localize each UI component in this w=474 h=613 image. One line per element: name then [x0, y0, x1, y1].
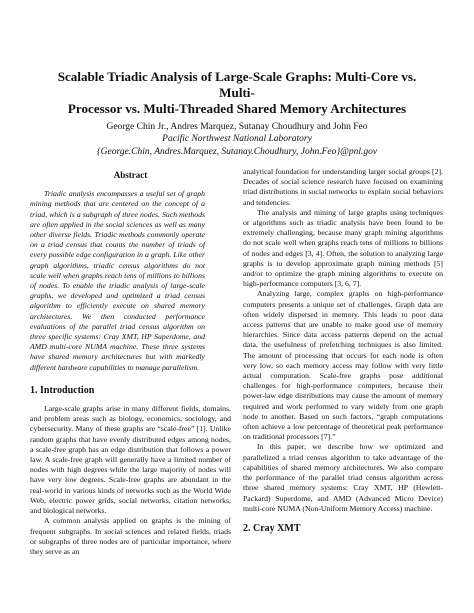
author-names: George Chin Jr., Andres Marquez, Sutanay Choudhury and John Feo [106, 122, 368, 132]
left-column [30, 170, 231, 557]
author-emails: {George.Chin, Andres.Marquez, Sutanay.Choudhury, John.Feo}@pnl.gov [96, 146, 378, 157]
cray-xmt-heading: 2. Cray XMT [243, 522, 301, 534]
intro-paragraph-1: Large-scale graphs arise in many different fields, domains, and problem areas such as biology, economics, sociology, and cybersecurity. Many of these graphs are “scale-free” [1]. Unlike random graphs that have evenly distributed edges among nodes, a scale-free graph has an edge distribution that follows a power law. A scale-free graph will generally have a limited number of nodes with high degrees while the large majority of nodes will have very low degrees. Scale-free graphs are abundant in the real-world in various kinds of networks such as the World Wide Web, electric power grids, social networks, citation networks, and biological networks. [30, 404, 231, 516]
title-line-1: Scalable Triadic Analysis of Large-Scale Graphs: Multi-Core vs. Multi- [57, 69, 417, 100]
title-line-2: Processor vs. Multi-Threaded Shared Memory Architectures [67, 101, 407, 116]
abstract-text: Triadic analysis encompasses a useful set of graph mining methods that are centered on the concept of a triad, which is a subgraph of three nodes. Such methods are often applied in the social sciences as well as many other diverse fields. Triadic methods commonly operate on a triad census that counts the number of triads of every possible edge configuration in a graph. Like other graph algorithms, triadic census algorithms do not scale well when graphs reach tens of millions to billions of nodes. To enable the triadic analysis of large-scale graphs, we developed and optimized a triad census algorithm to efficiently execute on shared memory architectures. We then conducted performance evaluations of the parallel triad census algorithm on three specific systems: Cray XMT, HP Superdome, and AMD multi-core NUMA machine. These three systems have shared memory architectures but with markedly different hardware capabilities to manage parallelism. [30, 189, 205, 372]
introduction-heading: 1. Introduction [30, 384, 95, 396]
intro-paragraph-6: In this paper, we describe how we optimized and parallelized a triad census algorithm to take advantage of the capabilities of shared memory architectures. We also compare the performance of the parallel triad census algorithm across three shared memory systems: Cray XMT, HP (Hewlett-Packard) Superdome, and AMD (Advanced Micro Device) multi-core NUMA (Non-Uniform Memory Access) machine. [243, 442, 443, 513]
author-affiliation: Pacific Northwest National Laboratory [162, 134, 312, 145]
intro-paragraph-3: analytical foundation for understanding larger social groups [2]. Decades of social science research have focused on examining triad distributions in social networks to explain social behaviors and tendencies. [243, 167, 443, 207]
paper-title [40, 69, 434, 117]
author-block [40, 121, 434, 158]
intro-paragraph-4: The analysis and mining of large graphs using techniques or algorithms such as triadic analysis have been found to be extremely challenging, because many graph mining algorithms do not scale well when graphs reach tens of millions to billions of nodes and edges [3, 4]. Often, the solution to analyzing large graphs is to develop approximate graph mining methods [5] and/or to optimize the graph mining algorithms to execute on high-performance computers [3, 6, 7]. [243, 207, 443, 289]
intro-paragraph-5: Analyzing large, complex graphs on high-performance computers presents a unique set of challenges. Graph data are often widely dispersed in memory. This leads to poor data access patterns that are unable to make good use of memory hierarchies. Since data access patterns depend on the actual data, the usefulness of prefetching techniques is also limited. The amount of processing that occurs for each node is often very low, so each memory access may follow with very little actual computation. Scale-free graphs pose additional challenges for high-performance computers, because their power-law edge distributions may cause the amount of memory required and work performed to vary widely from one graph node to another. Based on such factors, “graph computations often achieve a low percentage of theoretical peak performance on traditional processors [7].” [243, 289, 443, 442]
right-column [243, 167, 443, 542]
intro-paragraph-2: A common analysis applied on graphs is the mining of frequent subgraphs. In social sciences and related fields, triads or subgraphs of three nodes are of particular importance, where they serve as an [30, 516, 231, 556]
abstract-heading: Abstract [113, 170, 148, 180]
